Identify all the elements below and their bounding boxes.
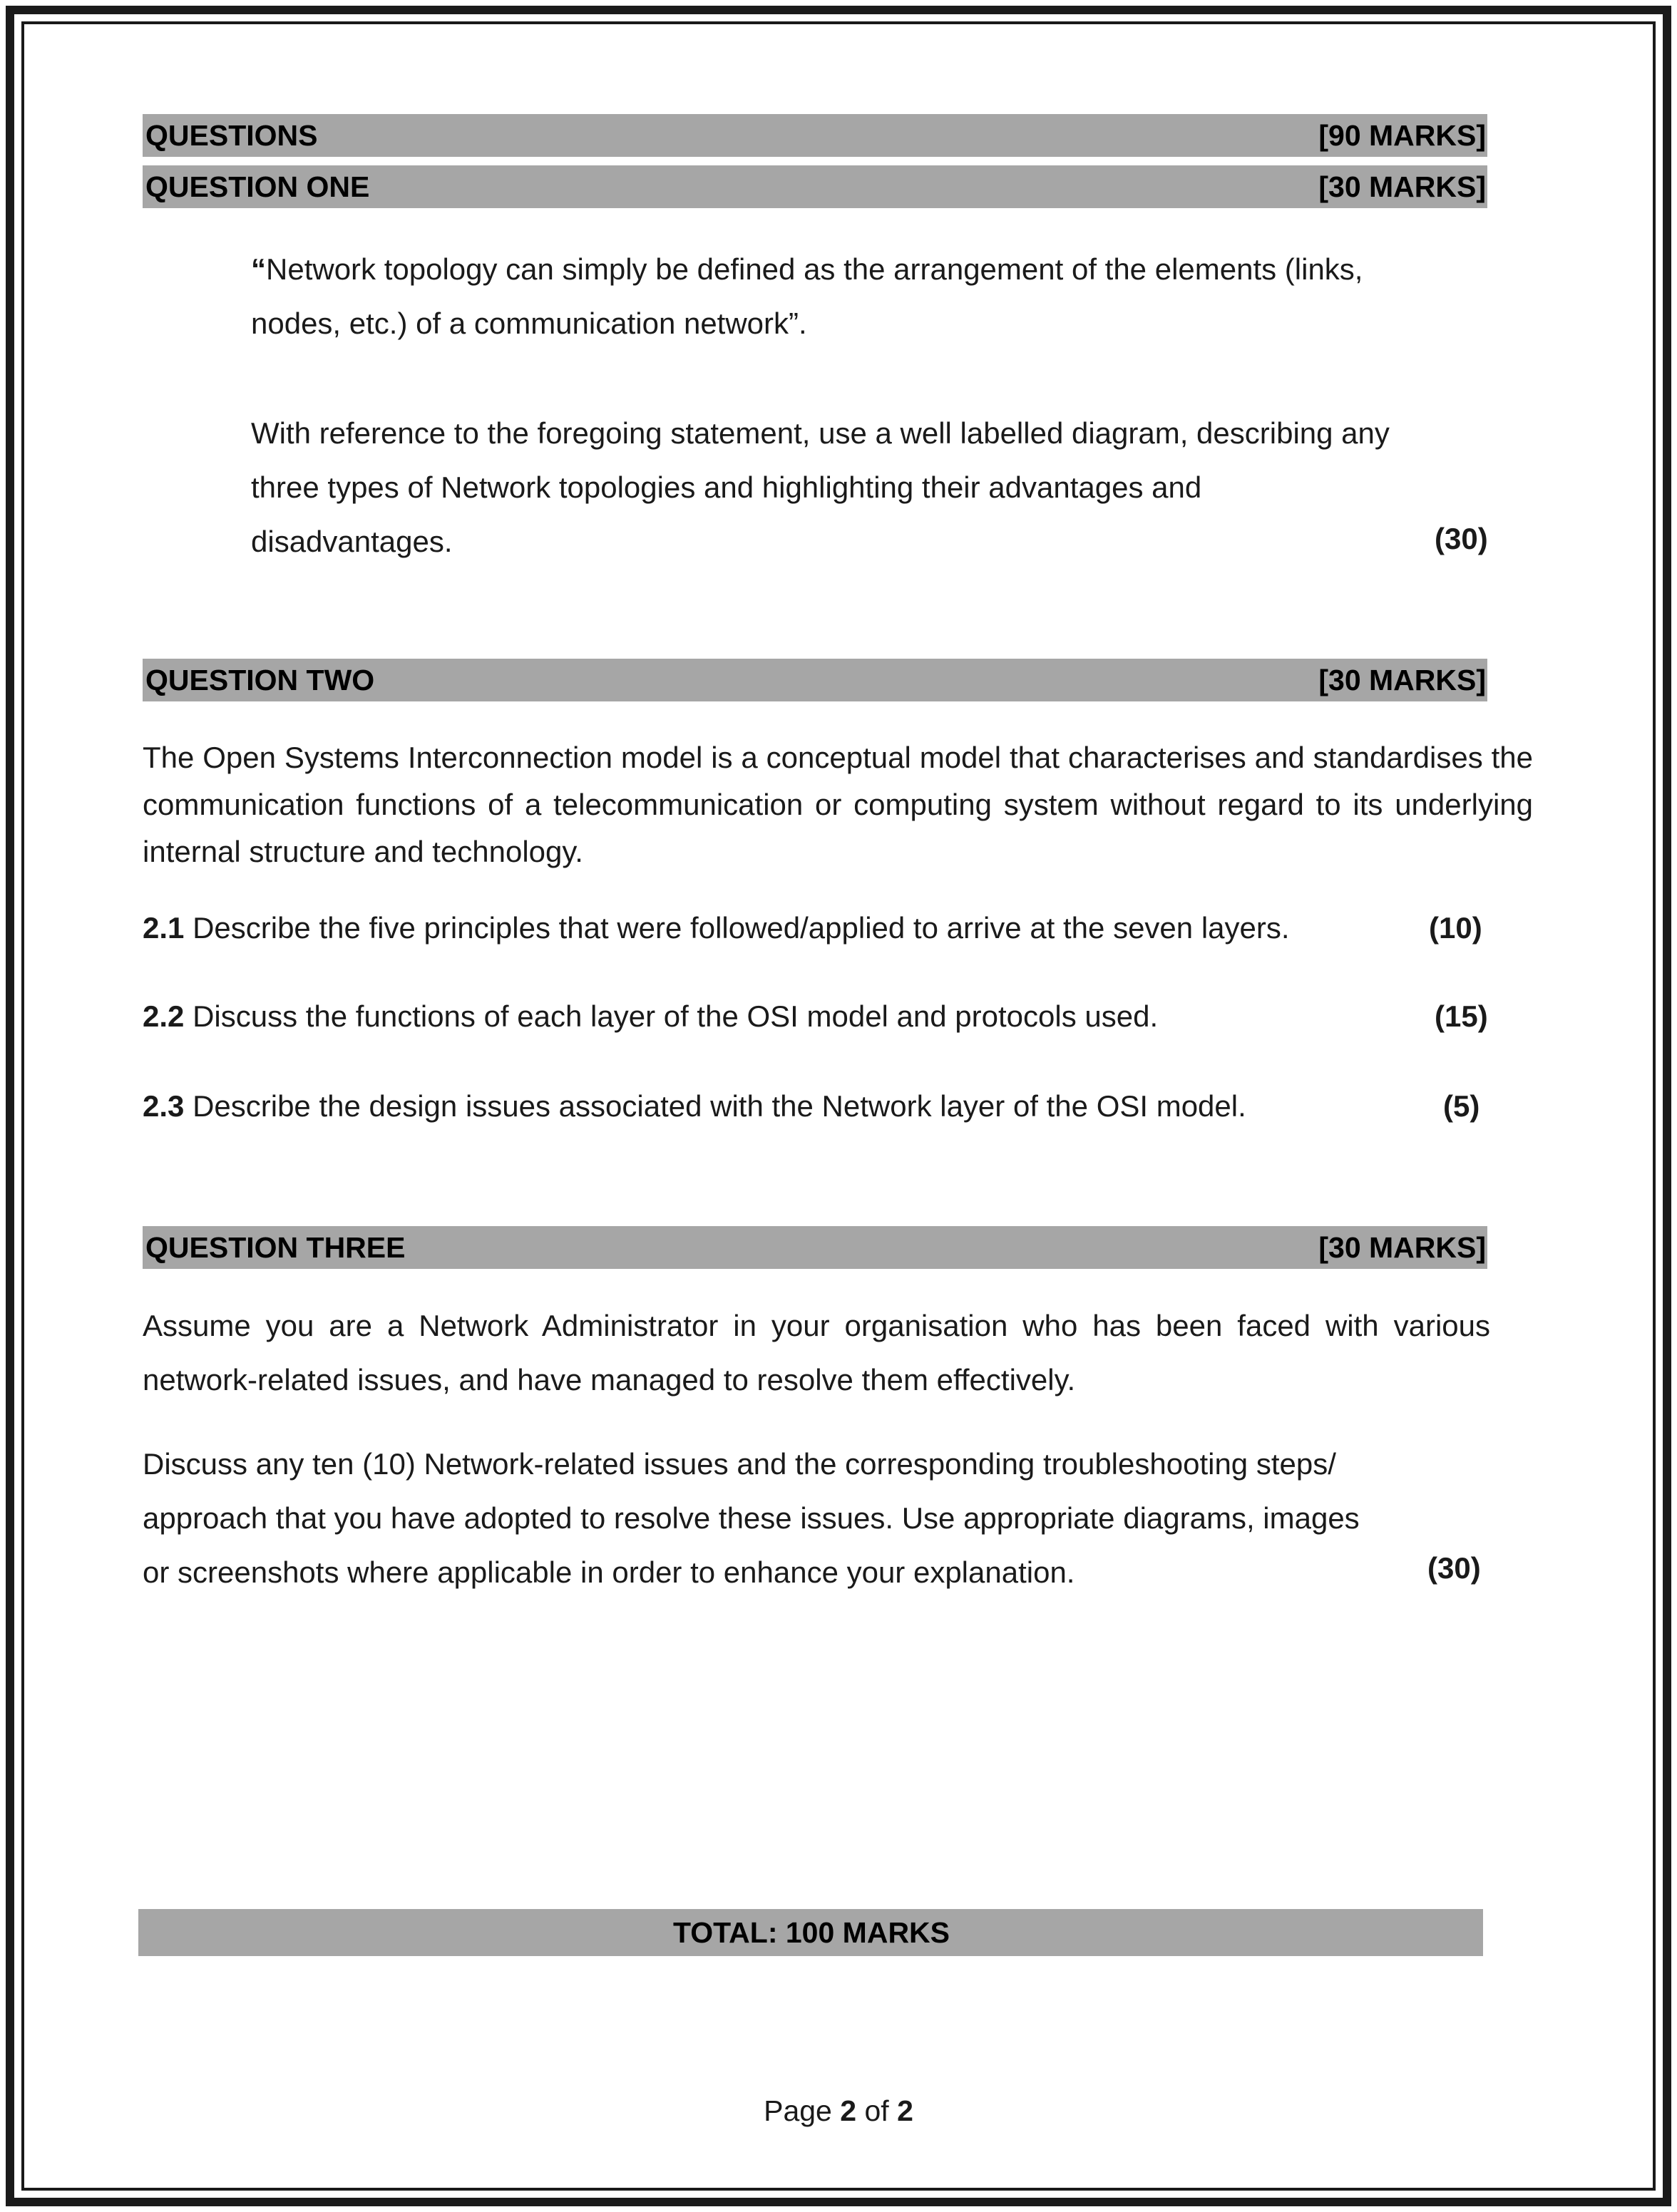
questions-label: QUESTIONS xyxy=(145,118,318,152)
total-marks-bar xyxy=(138,1909,1483,1956)
item-text: Discuss the functions of each layer of the OSI model and protocols used. xyxy=(193,999,1159,1033)
question-one-task xyxy=(251,406,1506,569)
questions-marks: [90 MARKS] xyxy=(1318,118,1486,152)
item-number: 2.3 xyxy=(143,1089,193,1123)
page-number xyxy=(0,2094,1677,2128)
task-line-2: three types of Network topologies and highlighting their advantages and xyxy=(251,470,1202,504)
page-prefix: Page xyxy=(764,2094,841,2127)
item-text: Describe the design issues associated with the Network layer of the OSI model. xyxy=(193,1089,1246,1123)
task-line-3: disadvantages. xyxy=(251,525,453,558)
question-one-task-marks: (30) xyxy=(1435,522,1488,555)
question-2-2 xyxy=(143,995,1497,1038)
question-three-header xyxy=(143,1226,1487,1269)
para2-line-1: Discuss any ten (10) Network-related issues and the corresponding troubleshooting steps/ xyxy=(143,1447,1336,1481)
question-two-header xyxy=(143,659,1487,701)
question-three-marks: [30 MARKS] xyxy=(1318,1230,1486,1264)
item-number: 2.1 xyxy=(143,911,193,945)
quote-open-mark: “ xyxy=(251,252,266,286)
para2-line-3: or screenshots where applicable in order to enhance your explanation. xyxy=(143,1555,1075,1589)
question-one-marks: [30 MARKS] xyxy=(1318,170,1486,203)
page-total: 2 xyxy=(897,2094,913,2127)
item-text: Describe the five principles that were followed/applied to arrive at the seven layers. xyxy=(193,911,1290,945)
questions-header-bar xyxy=(143,114,1487,157)
task-line-1: With reference to the foregoing statement, use a well labelled diagram, describing any xyxy=(251,416,1390,450)
total-marks-label: TOTAL: 100 MARKS xyxy=(672,1915,950,1949)
question-two-intro: The Open Systems Interconnection model is a conceptual model that characterises and standardises the communication functions of a telecommunication or computing system without regard to its underlying internal structure and technology. xyxy=(143,741,1533,868)
question-2-2-marks: (15) xyxy=(1435,999,1488,1033)
question-2-1-marks: (10) xyxy=(1429,911,1482,945)
question-three-marks-inline: (30) xyxy=(1427,1551,1481,1585)
item-number: 2.2 xyxy=(143,999,193,1033)
question-two-title: QUESTION TWO xyxy=(145,663,375,696)
question-2-1 xyxy=(143,907,1497,950)
page-current: 2 xyxy=(840,2094,857,2127)
question-two-marks: [30 MARKS] xyxy=(1318,663,1486,696)
question-one-title: QUESTION ONE xyxy=(145,170,370,203)
question-three-para-1: Assume you are a Network Administrator in your organisation who has been faced with various network-related issues, and have managed to resolve them effectively. xyxy=(143,1309,1490,1396)
question-three-para-2 xyxy=(143,1437,1497,1600)
question-2-3 xyxy=(143,1085,1497,1128)
quote-line-2: nodes, etc.) of a communication network”. xyxy=(251,307,807,340)
question-one-header xyxy=(143,165,1487,208)
question-2-3-marks: (5) xyxy=(1443,1089,1480,1123)
para2-line-2: approach that you have adopted to resolve these issues. Use appropriate diagrams, images xyxy=(143,1501,1360,1535)
question-one-quote xyxy=(251,242,1506,351)
quote-line-1: Network topology can simply be defined as the arrangement of the elements (links, xyxy=(266,252,1363,286)
question-three-title: QUESTION THREE xyxy=(145,1230,406,1264)
page-middle: of xyxy=(856,2094,898,2127)
